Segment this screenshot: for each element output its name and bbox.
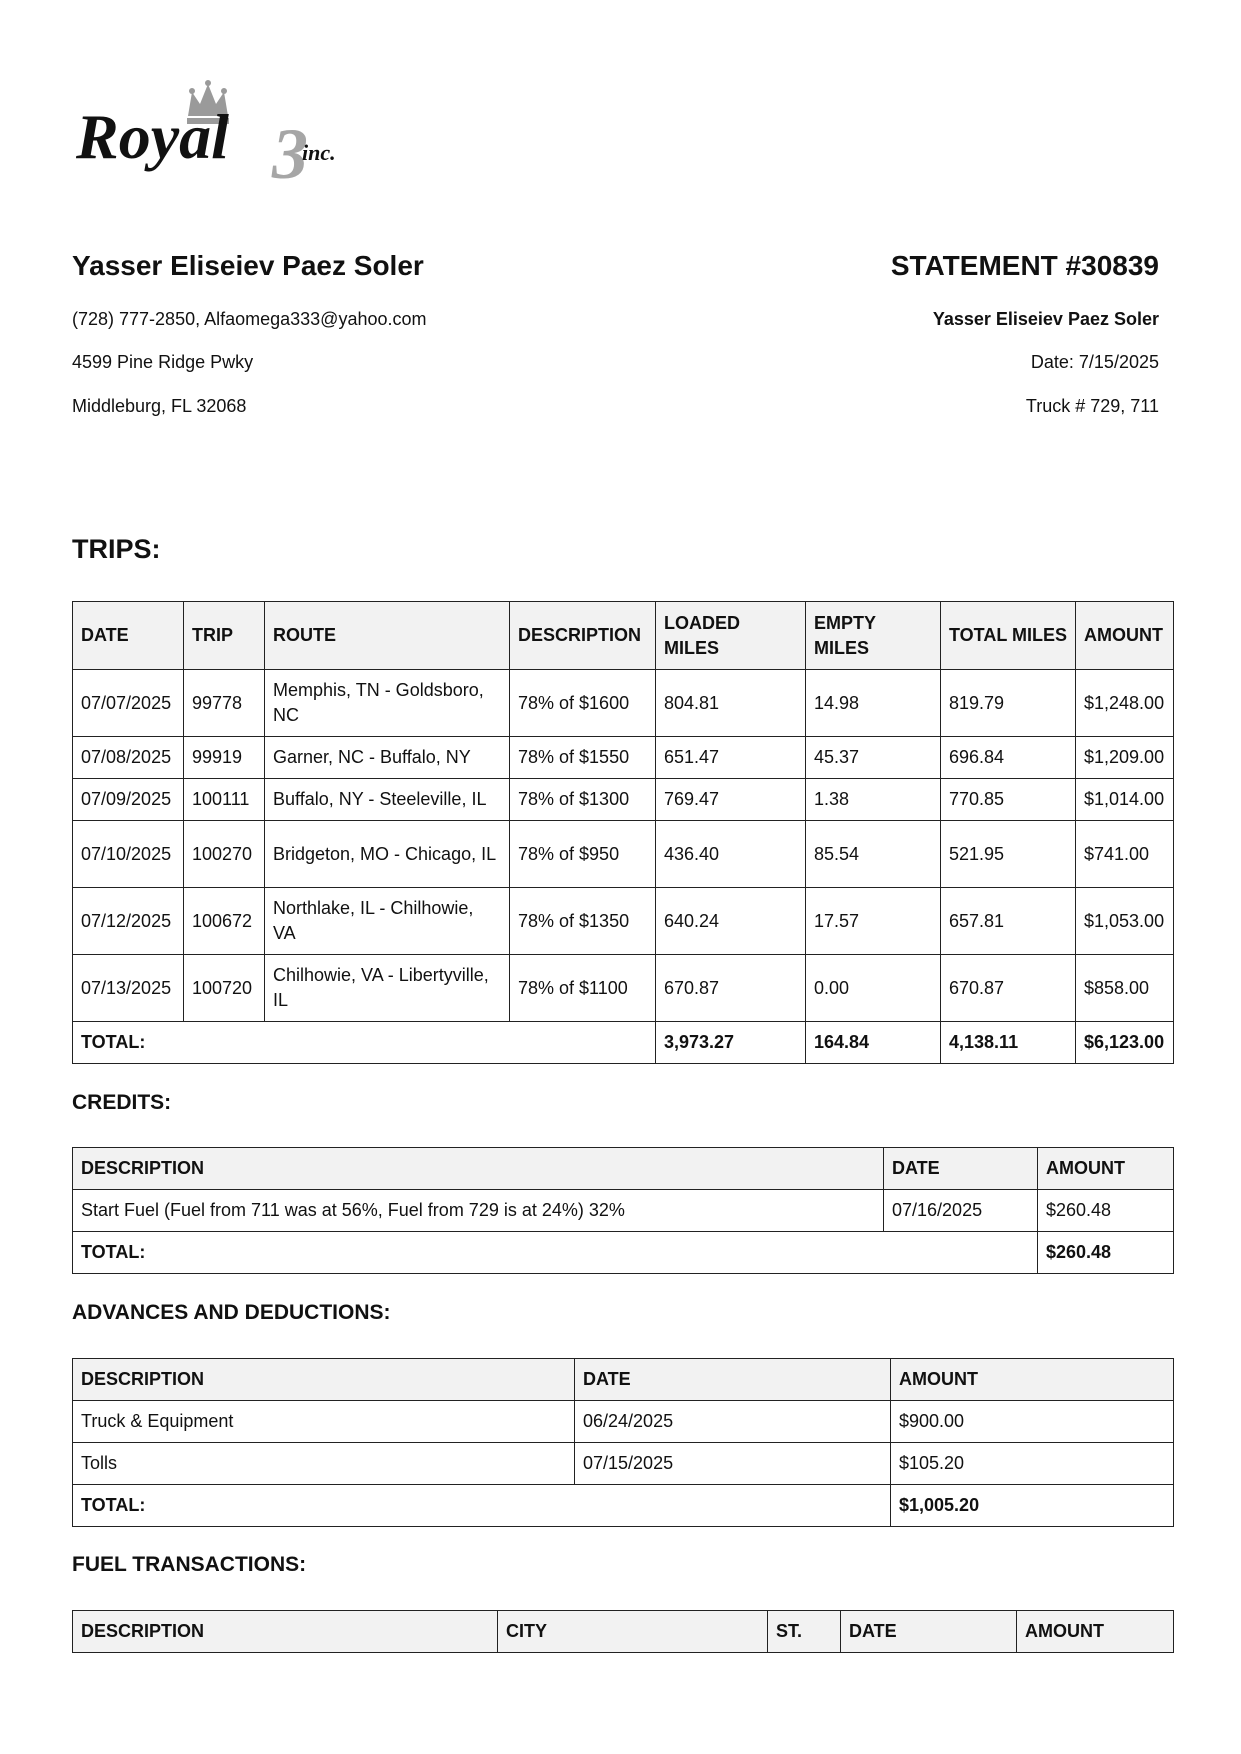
trip-total-miles: 657.81 [941, 888, 1076, 955]
advances-total-row [73, 1485, 1174, 1527]
credits-total-row [73, 1232, 1174, 1274]
advance-description: Tolls [73, 1443, 575, 1485]
table-row [73, 737, 1174, 779]
trip-total-miles: 696.84 [941, 737, 1076, 779]
fuel-header-city: CITY [498, 1611, 768, 1653]
trips-header-loaded-miles: LOADED MILES [656, 602, 806, 670]
trip-number: 99919 [184, 737, 265, 779]
table-row [73, 1443, 1174, 1485]
fuel-header-amount: AMOUNT [1017, 1611, 1174, 1653]
trip-description: 78% of $1550 [510, 737, 656, 779]
trip-route: Memphis, TN - Goldsboro, NC [265, 670, 510, 737]
trip-empty-miles: 14.98 [806, 670, 941, 737]
advance-date: 07/15/2025 [575, 1443, 891, 1485]
credits-total-amount: $260.48 [1038, 1232, 1174, 1274]
trip-date: 07/09/2025 [73, 779, 184, 821]
credit-description: Start Fuel (Fuel from 711 was at 56%, Fuel from 729 is at 24%) 32% [73, 1190, 884, 1232]
credits-header-description: DESCRIPTION [73, 1148, 884, 1190]
trip-loaded-miles: 651.47 [656, 737, 806, 779]
fuel-header-row [73, 1611, 1174, 1653]
trip-loaded-miles: 670.87 [656, 955, 806, 1022]
logo-suffix: inc. [302, 140, 336, 165]
trip-number: 100720 [184, 955, 265, 1022]
trip-date: 07/12/2025 [73, 888, 184, 955]
advances-total-amount: $1,005.20 [891, 1485, 1174, 1527]
advances-header-row [73, 1359, 1174, 1401]
advances-header-description: DESCRIPTION [73, 1359, 575, 1401]
trip-route: Northlake, IL - Chilhowie, VA [265, 888, 510, 955]
trip-loaded-miles: 804.81 [656, 670, 806, 737]
company-logo [76, 78, 386, 190]
statement-date: Date: 7/15/2025 [1030, 352, 1159, 372]
trip-loaded-miles: 640.24 [656, 888, 806, 955]
advance-date: 06/24/2025 [575, 1401, 891, 1443]
trip-date: 07/08/2025 [73, 737, 184, 779]
trip-route: Garner, NC - Buffalo, NY [265, 737, 510, 779]
trip-total-miles: 521.95 [941, 821, 1076, 888]
credit-date: 07/16/2025 [884, 1190, 1038, 1232]
trip-description: 78% of $1300 [510, 779, 656, 821]
advance-amount: $105.20 [891, 1443, 1174, 1485]
trips-header-row [73, 602, 1174, 670]
driver-address-line1: 4599 Pine Ridge Pwky [72, 352, 254, 372]
table-row [73, 779, 1174, 821]
trip-route: Buffalo, NY - Steeleville, IL [265, 779, 510, 821]
trip-description: 78% of $1350 [510, 888, 656, 955]
advances-total-label: TOTAL: [73, 1485, 891, 1527]
table-row [73, 1401, 1174, 1443]
logo-text: Royal [76, 101, 229, 172]
trips-header-trip: TRIP [184, 602, 265, 670]
credit-amount: $260.48 [1038, 1190, 1174, 1232]
credits-total-label: TOTAL: [73, 1232, 1038, 1274]
advance-description: Truck & Equipment [73, 1401, 575, 1443]
trips-total-miles: 4,138.11 [941, 1022, 1076, 1064]
trips-header-route: ROUTE [265, 602, 510, 670]
trip-date: 07/13/2025 [73, 955, 184, 1022]
trip-number: 99778 [184, 670, 265, 737]
driver-name: Yasser Eliseiev Paez Soler [72, 250, 424, 281]
credits-header-row [73, 1148, 1174, 1190]
trip-loaded-miles: 769.47 [656, 779, 806, 821]
trip-amount: $1,209.00 [1076, 737, 1174, 779]
advances-header-date: DATE [575, 1359, 891, 1401]
driver-contact: (728) 777-2850, Alfaomega333@yahoo.com [72, 309, 427, 329]
trip-amount: $1,014.00 [1076, 779, 1174, 821]
trip-number: 100672 [184, 888, 265, 955]
trips-section-title: TRIPS: [72, 534, 161, 564]
trip-amount: $741.00 [1076, 821, 1174, 888]
statement-driver-name: Yasser Eliseiev Paez Soler [932, 309, 1159, 329]
trips-table [72, 601, 1174, 1064]
advances-section-title: ADVANCES AND DEDUCTIONS: [72, 1301, 391, 1324]
trips-header-empty-miles: EMPTY MILES [806, 602, 941, 670]
fuel-header-state: ST. [768, 1611, 841, 1653]
trip-description: 78% of $1600 [510, 670, 656, 737]
fuel-table [72, 1610, 1174, 1653]
trip-amount: $858.00 [1076, 955, 1174, 1022]
driver-address-line2: Middleburg, FL 32068 [72, 396, 247, 416]
table-row [73, 955, 1174, 1022]
trip-empty-miles: 17.57 [806, 888, 941, 955]
trips-header-amount: AMOUNT [1076, 602, 1174, 670]
trips-header-description: DESCRIPTION [510, 602, 656, 670]
trips-total-loaded-miles: 3,973.27 [656, 1022, 806, 1064]
trip-amount: $1,053.00 [1076, 888, 1174, 955]
trip-empty-miles: 45.37 [806, 737, 941, 779]
trips-total-row [73, 1022, 1174, 1064]
trip-route: Chilhowie, VA - Libertyville, IL [265, 955, 510, 1022]
trips-total-label: TOTAL: [73, 1022, 656, 1064]
trips-header-date: DATE [73, 602, 184, 670]
table-row [73, 888, 1174, 955]
table-row [73, 1190, 1174, 1232]
trip-empty-miles: 1.38 [806, 779, 941, 821]
trip-amount: $1,248.00 [1076, 670, 1174, 737]
trip-route: Bridgeton, MO - Chicago, IL [265, 821, 510, 888]
trip-number: 100270 [184, 821, 265, 888]
trips-header-total-miles: TOTAL MILES [941, 602, 1076, 670]
trip-total-miles: 670.87 [941, 955, 1076, 1022]
fuel-header-description: DESCRIPTION [73, 1611, 498, 1653]
statement-title: STATEMENT #30839 [890, 250, 1159, 281]
trip-loaded-miles: 436.40 [656, 821, 806, 888]
advances-header-amount: AMOUNT [891, 1359, 1174, 1401]
credits-header-date: DATE [884, 1148, 1038, 1190]
trip-total-miles: 770.85 [941, 779, 1076, 821]
advances-table [72, 1358, 1174, 1527]
trips-total-amount: $6,123.00 [1076, 1022, 1174, 1064]
table-row [73, 821, 1174, 888]
trip-description: 78% of $1100 [510, 955, 656, 1022]
trip-empty-miles: 0.00 [806, 955, 941, 1022]
advance-amount: $900.00 [891, 1401, 1174, 1443]
trip-date: 07/07/2025 [73, 670, 184, 737]
table-row [73, 670, 1174, 737]
logo-number: 3 [272, 114, 308, 190]
trip-description: 78% of $950 [510, 821, 656, 888]
fuel-header-date: DATE [841, 1611, 1017, 1653]
fuel-section-title: FUEL TRANSACTIONS: [72, 1553, 307, 1576]
credits-table [72, 1147, 1174, 1274]
trips-total-empty-miles: 164.84 [806, 1022, 941, 1064]
trip-date: 07/10/2025 [73, 821, 184, 888]
credits-header-amount: AMOUNT [1038, 1148, 1174, 1190]
trip-empty-miles: 85.54 [806, 821, 941, 888]
trip-total-miles: 819.79 [941, 670, 1076, 737]
credits-section-title: CREDITS: [72, 1091, 172, 1114]
trip-number: 100111 [184, 779, 265, 821]
statement-truck: Truck # 729, 711 [1025, 396, 1159, 416]
